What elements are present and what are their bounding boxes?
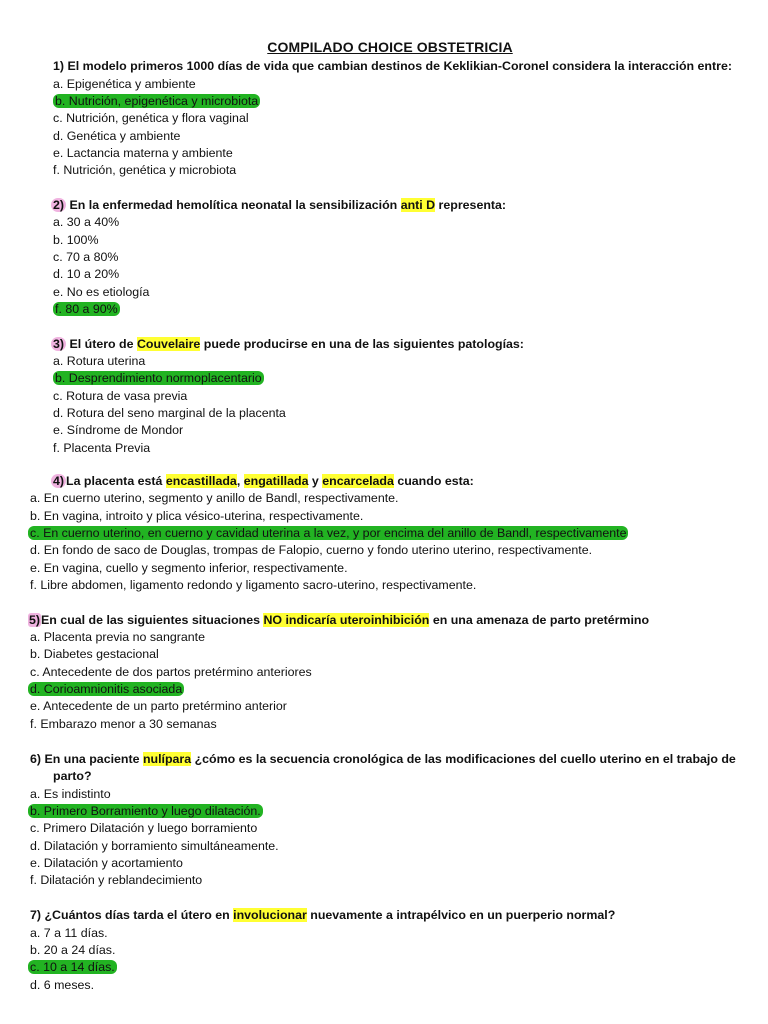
option: f. Nutrición, genética y microbiota	[53, 163, 237, 177]
option: c. Rotura de vasa previa	[53, 389, 188, 403]
question-text: En la enfermedad hemolítica neonatal la sensibilización	[69, 198, 401, 212]
question-text: puede producirse en una de las siguientes patologías:	[200, 337, 524, 351]
question-text: y	[308, 474, 323, 488]
option: c. Nutrición, genética y flora vaginal	[53, 111, 249, 125]
question-3	[51, 336, 524, 353]
option: e. Síndrome de Mondor	[53, 423, 184, 437]
highlighted-term: anti D	[400, 198, 436, 212]
option: f. Dilatación y reblandecimiento	[30, 873, 203, 887]
correct-answer-highlight: c. En cuerno uterino, en cuerno y cavidad uterina a la vez, y por encima del anillo de Bandl, respectivamente	[30, 526, 627, 540]
option: b. Diabetes gestacional	[30, 647, 159, 661]
question-text: en una amenaza de parto pretérmino	[429, 613, 650, 627]
option: d. En fondo de saco de Douglas, trompas de Falopio, cuerno y fondo uterino uterino, respectivamente.	[30, 543, 593, 557]
option: d. 6 meses.	[30, 978, 95, 992]
document-title: COMPILADO CHOICE OBSTETRICIA	[267, 39, 513, 55]
option: d. Genética y ambiente	[53, 129, 181, 143]
highlighted-term: involucionar	[233, 908, 307, 922]
question-continuation: parto?	[53, 769, 92, 783]
option-correct	[28, 681, 184, 698]
option: a. Placenta previa no sangrante	[30, 630, 205, 644]
option-correct	[28, 525, 628, 542]
option: c. 70 a 80%	[53, 250, 119, 264]
question-4	[51, 473, 474, 490]
option-correct	[53, 93, 260, 110]
option-correct	[53, 370, 264, 387]
highlighted-term: NO indicaría uteroinhibición	[263, 613, 430, 627]
question-number: 3)	[53, 337, 65, 351]
question-text: representa:	[435, 198, 507, 212]
question-text: En una paciente	[44, 752, 143, 766]
question-text: El útero de	[69, 337, 137, 351]
option: b. 100%	[53, 233, 99, 247]
question-7	[30, 907, 615, 924]
option: d. Dilatación y borramiento simultáneamente.	[30, 839, 279, 853]
option-correct	[28, 959, 117, 976]
option: e. Dilatación y acortamiento	[30, 856, 183, 870]
option: a. 7 a 11 días.	[30, 926, 108, 940]
option: b. 20 a 24 días.	[30, 943, 116, 957]
option: f. Placenta Previa	[53, 441, 151, 455]
question-2	[51, 197, 506, 214]
question-number: 1)	[53, 59, 65, 73]
question-text: ¿Cuántos días tarda el útero en	[44, 908, 234, 922]
highlighted-term: nulípara	[142, 752, 192, 766]
highlighted-term: engatillada	[243, 474, 309, 488]
option: e. Lactancia materna y ambiente	[53, 146, 233, 160]
question-text: cuando esta:	[393, 474, 474, 488]
option: d. 10 a 20%	[53, 267, 120, 281]
option: c. Antecedente de dos partos pretérmino anteriores	[30, 665, 312, 679]
option: b. En vagina, introito y plica vésico-uterina, respectivamente.	[30, 509, 364, 523]
option: c. Primero Dilatación y luego borramiento	[30, 821, 258, 835]
highlighted-term: encastillada	[165, 474, 237, 488]
option: a. En cuerno uterino, segmento y anillo de Bandl, respectivamente.	[30, 491, 399, 505]
correct-answer-highlight: d. Corioamnionitis asociada	[30, 682, 183, 696]
option: f. Embarazo menor a 30 semanas	[30, 717, 217, 731]
question-number: 5)	[29, 613, 41, 627]
question-text: nuevamente a intrapélvico en un puerperio normal?	[306, 908, 616, 922]
option-correct	[53, 301, 120, 318]
question-number: 2)	[53, 198, 65, 212]
correct-answer-highlight: b. Desprendimiento normoplacentario	[55, 371, 262, 385]
option: f. Libre abdomen, ligamento redondo y ligamento sacro-uterino, respectivamente.	[30, 578, 477, 592]
correct-answer-highlight: f. 80 a 90%	[55, 302, 118, 316]
question-text: La placenta está	[66, 474, 166, 488]
option: e. Antecedente de un parto pretérmino anterior	[30, 699, 287, 713]
question-1	[53, 58, 732, 75]
option: a. Es indistinto	[30, 787, 111, 801]
highlighted-term: Couvelaire	[136, 337, 201, 351]
correct-answer-highlight: c. 10 a 14 días.	[30, 960, 115, 974]
correct-answer-highlight: b. Primero Borramiento y luego dilatación.	[30, 804, 261, 818]
highlighted-term: encarcelada	[322, 474, 394, 488]
question-5	[28, 612, 649, 629]
question-number: 6)	[30, 752, 42, 766]
question-number: 7)	[30, 908, 42, 922]
option: a. Epigenética y ambiente	[53, 77, 196, 91]
question-text: El modelo primeros 1000 días de vida que cambian destinos de Keklikian-Coronel considera la interacción entre:	[67, 59, 732, 73]
question-text: ¿cómo es la secuencia cronológica de las modificaciones del cuello uterino en el trabajo de	[191, 752, 736, 766]
option: e. En vagina, cuello y segmento inferior, respectivamente.	[30, 561, 348, 575]
option: e. No es etiología	[53, 285, 150, 299]
option: d. Rotura del seno marginal de la placenta	[53, 406, 286, 420]
question-text: En cual de las siguientes situaciones	[41, 613, 264, 627]
question-6	[30, 751, 736, 768]
option-correct	[28, 803, 263, 820]
option: a. Rotura uterina	[53, 354, 146, 368]
correct-answer-highlight: b. Nutrición, epigenética y microbiota	[55, 94, 259, 108]
option: a. 30 a 40%	[53, 215, 120, 229]
question-number: 4)	[53, 474, 65, 488]
question-text: ,	[236, 474, 244, 488]
